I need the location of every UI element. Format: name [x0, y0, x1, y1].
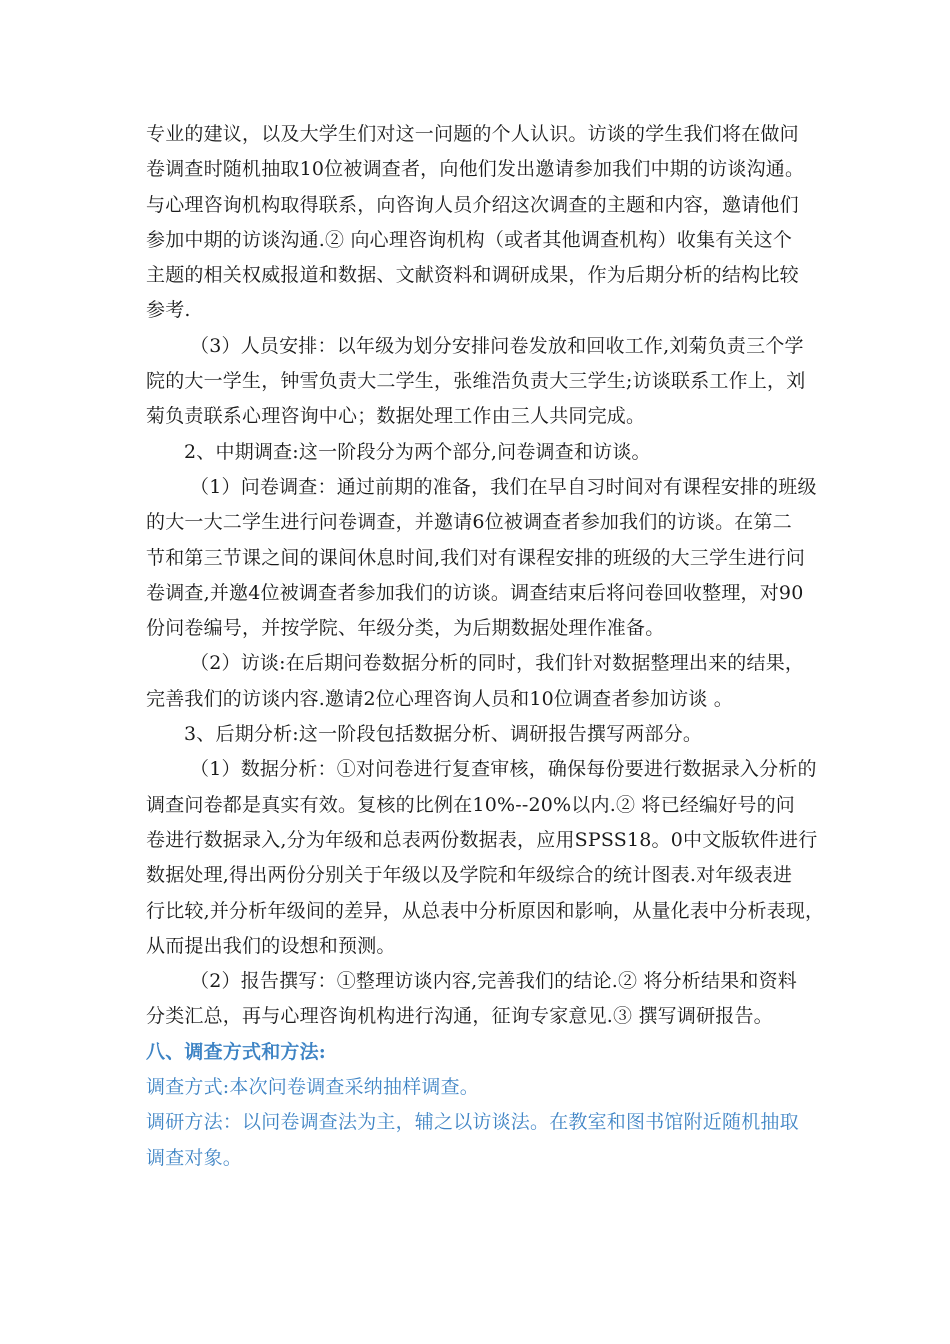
- text-line: 与心理咨询机构取得联系，向咨询人员介绍这次调查的主题和内容，邀请他们: [146, 193, 799, 216]
- text-line: 分类汇总，再与心理咨询机构进行沟通，征询专家意见.③ 撰写调研报告。: [146, 1005, 773, 1028]
- text-line: （1）数据分析：①对问卷进行复查审核，确保每份要进行数据录入分析的: [190, 758, 817, 781]
- text-line: 卷进行数据录入,分为年级和总表两份数据表，应用SPSS18。0中文版软件进行: [146, 828, 818, 851]
- text-line: 专业的建议，以及大学生们对这一问题的个人认识。访谈的学生我们将在做问: [146, 123, 799, 145]
- text-line: 调查方式:本次问卷调查采纳抽样调查。: [146, 1076, 480, 1099]
- text-line: 3、后期分析:这一阶段包括数据分析、调研报告撰写两部分。: [184, 723, 703, 746]
- document-body: [146, 117, 825, 1176]
- text-line: 卷调查时随机抽取10位被调查者，向他们发出邀请参加我们中期的访谈沟通。: [146, 158, 805, 181]
- text-line: 数据处理,得出两份分别关于年级以及学院和年级综合的统计图表.对年级表进: [146, 864, 793, 887]
- text-line: 的大一大二学生进行问卷调查，并邀请6位被调查者参加我们的访谈。在第二: [146, 511, 792, 534]
- text-line: （3）人员安排：以年级为划分安排问卷发放和回收工作,刘菊负责三个学: [190, 334, 804, 357]
- text-line: 调研方法：以问卷调查法为主，辅之以访谈法。在教室和图书馆附近随机抽取: [146, 1111, 799, 1134]
- text-line: 主题的相关权威报道和数据、文献资料和调研成果，作为后期分析的结构比较: [146, 264, 799, 287]
- text-line: 参加中期的访谈沟通.② 向心理咨询机构（或者其他调查机构）收集有关这个: [146, 228, 793, 251]
- text-line: 院的大一学生，钟雪负责大二学生，张维浩负责大三学生;访谈联系工作上，刘: [146, 370, 806, 393]
- text-line: 卷调查,并邀4位被调查者参加我们的访谈。调查结束后将问卷回收整理，对90: [146, 581, 804, 604]
- text-line: 菊负责联系心理咨询中心；数据处理工作由三人共同完成。: [146, 405, 646, 428]
- text-line: 2、中期调查:这一阶段分为两个部分,问卷调查和访谈。: [184, 440, 651, 463]
- text-line: 调查问卷都是真实有效。复核的比例在10%--20%以内.② 将已经编好号的问: [146, 793, 795, 816]
- text-line: （2）访谈:在后期问卷数据分析的同时，我们针对数据整理出来的结果，: [190, 652, 805, 675]
- text-line: 份问卷编号，并按学院、年级分类，为后期数据处理作准备。: [146, 617, 665, 640]
- text-line: 行比较,并分析年级间的差异，从总表中分析原因和影响，从量化表中分析表现，: [146, 899, 825, 922]
- section-heading: 八、调查方式和方法:: [146, 1040, 327, 1063]
- text-line: 节和第三节课之间的课间休息时间,我们对有课程安排的班级的大三学生进行问: [146, 546, 806, 569]
- text-line: （1）问卷调查：通过前期的准备，我们在早自习时间对有课程安排的班级: [190, 475, 817, 498]
- text-line: （2）报告撰写：①整理访谈内容,完善我们的结论.② 将分析结果和资料: [190, 970, 798, 993]
- text-line: 完善我们的访谈内容.邀请2位心理咨询人员和10位调查者参加访谈 。: [146, 687, 733, 710]
- text-line: 调查对象。: [146, 1146, 243, 1169]
- text-line: 参考.: [146, 299, 191, 322]
- text-line: 从而提出我们的设想和预测。: [146, 934, 396, 957]
